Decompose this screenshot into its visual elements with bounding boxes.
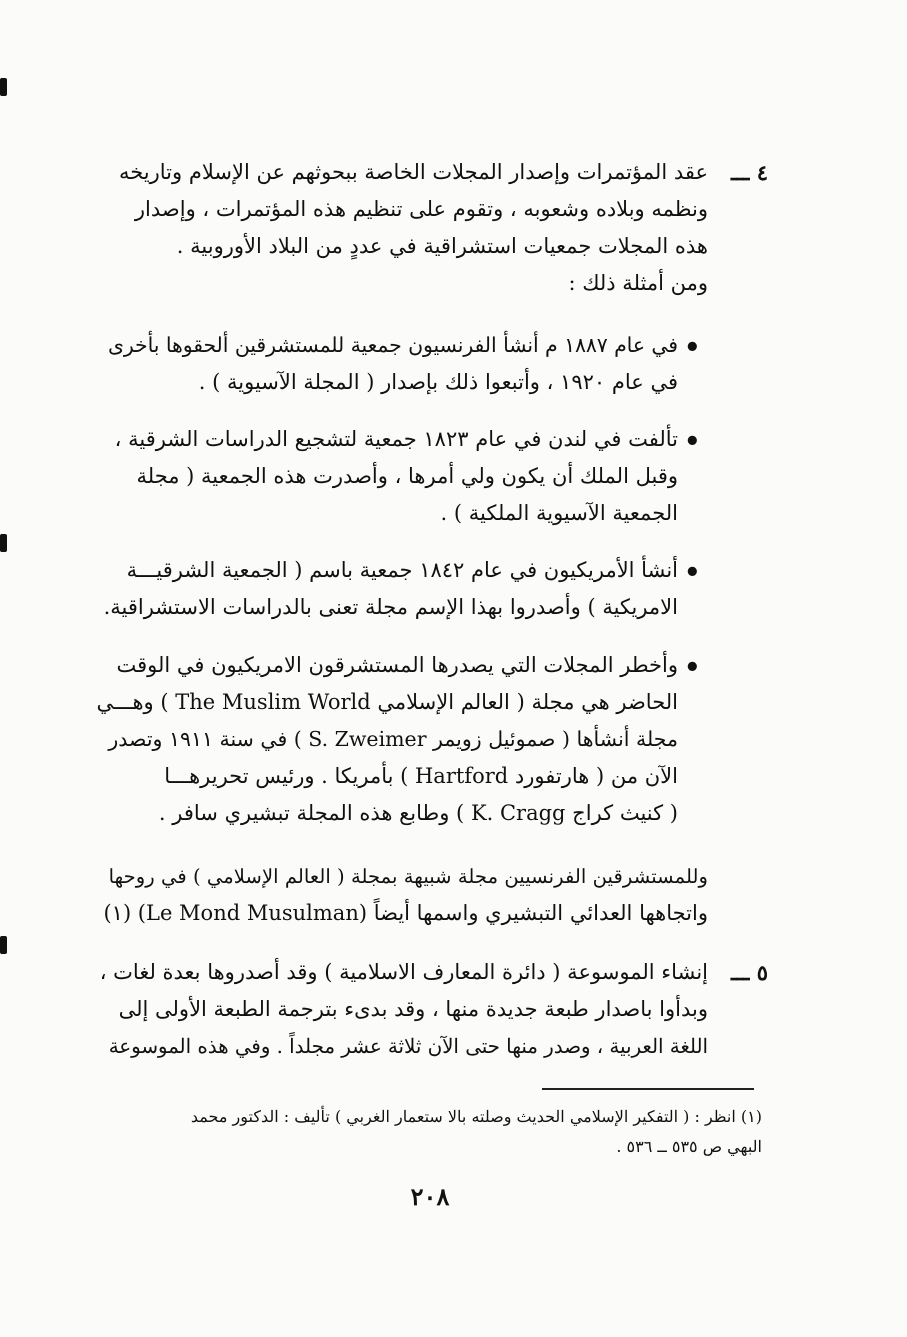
bullet-line: في عام ١٩٢٠ ، وأتبعوا ذلك بإصدار ( المجلة الآسيوية ) . <box>198 370 678 394</box>
bullet-line: تألفت في لندن في عام ١٨٢٣ جمعية لتشجيع الدراسات الشرقية ، <box>114 427 678 451</box>
bullet-line: الحاضر هي مجلة ( العالم الإسلامي The Muslim World ) وهـــي <box>96 690 678 714</box>
bullet-line: في عام ١٨٨٧ م أنشأ الفرنسيون جمعية للمستشرقين ألحقوها بأخرى <box>107 333 678 357</box>
bullet-line: مجلة أنشأها ( صموئيل زويمر S. Zweimer ) في سنة ١٩١١ وتصدر <box>108 727 678 751</box>
bullet-marker: • <box>684 653 701 683</box>
page-number: ٢٠٨ <box>410 1182 450 1211</box>
footnote-divider <box>542 1088 754 1090</box>
bullet-line: الجمعية الآسيوية الملكية ) . <box>440 501 678 525</box>
french-journal-paragraph <box>96 858 708 932</box>
scan-edge-mark <box>0 936 7 954</box>
bullet-line: وقبل الملك أن يكون ولي أمرها ، وأصدرت هذه الجمعية ( مجلة <box>136 464 678 488</box>
section-4-line: هذه المجلات جمعيات استشراقية في عددٍ من البلاد الأوروبية . <box>176 234 708 258</box>
paragraph-line: واتجاهها العدائي التبشيري واسمها أيضاً (Le Mond Musulman) (١) <box>103 901 708 925</box>
section-4-number: ٤ ـــ <box>730 160 768 185</box>
bullet-marker: • <box>684 427 701 457</box>
bullet-item-4 <box>96 647 678 832</box>
section-5-line: وبدأوا باصدار طبعة جديدة منها ، وقد بدىء بترجمة الطبعة الأولى إلى <box>118 997 708 1021</box>
bullet-line: الآن من ( هارتفورد Hartford ) بأمريكا . ورئيس تحريرهـــا <box>164 764 678 788</box>
scan-edge-mark <box>0 534 7 552</box>
bullet-item-2 <box>96 421 678 532</box>
bullet-item-3 <box>96 552 678 626</box>
bullet-marker: • <box>684 558 701 588</box>
section-4-text <box>96 154 708 302</box>
section-5-line: إنشاء الموسوعة ( دائرة المعارف الاسلامية ) وقد أصدروها بعدة لغات ، <box>99 960 708 984</box>
section-5-number: ٥ ـــ <box>730 960 768 985</box>
bullet-line: ( كنيث كراج K. Cragg ) وطابع هذه المجلة تبشيري سافر . <box>158 801 678 825</box>
footnote <box>96 1102 762 1162</box>
bullet-marker: • <box>684 333 701 363</box>
section-5-line: اللغة العربية ، وصدر منها حتى الآن ثلاثة عشر مجلداً . وفي هذه الموسوعة <box>108 1035 708 1058</box>
section-4-line: ومن أمثلة ذلك : <box>568 271 708 295</box>
footnote-line: (١) انظر : ( التفكير الإسلامي الحديث وصلته بالا ستعمار الغربي ) تأليف : الدكتور محمد <box>190 1107 762 1126</box>
bullet-line: وأخطر المجلات التي يصدرها المستشرقون الامريكيون في الوقت <box>116 653 678 677</box>
section-4-line: عقد المؤتمرات وإصدار المجلات الخاصة ببحوثهم عن الإسلام وتاريخه <box>118 160 708 184</box>
section-4-line: ونظمه وبلاده وشعوبه ، وتقوم على تنظيم هذه المؤتمرات ، وإصدار <box>134 197 708 221</box>
section-5-text <box>96 954 708 1065</box>
bullet-item-1 <box>96 327 678 401</box>
bullet-line: أنشأ الأمريكيون في عام ١٨٤٢ جمعية باسم ( الجمعية الشرقيـــة <box>126 558 678 582</box>
paragraph-line: وللمستشرقين الفرنسيين مجلة شبيهة بمجلة ( العالم الإسلامي ) في روحها <box>108 865 708 888</box>
scan-edge-mark <box>0 78 7 96</box>
bullet-line: الامريكية ) وأصدروا بهذا الإسم مجلة تعنى بالدراسات الاستشراقية. <box>103 595 678 619</box>
footnote-line: البهي ص ٥٣٥ ــ ٥٣٦ . <box>616 1137 762 1156</box>
